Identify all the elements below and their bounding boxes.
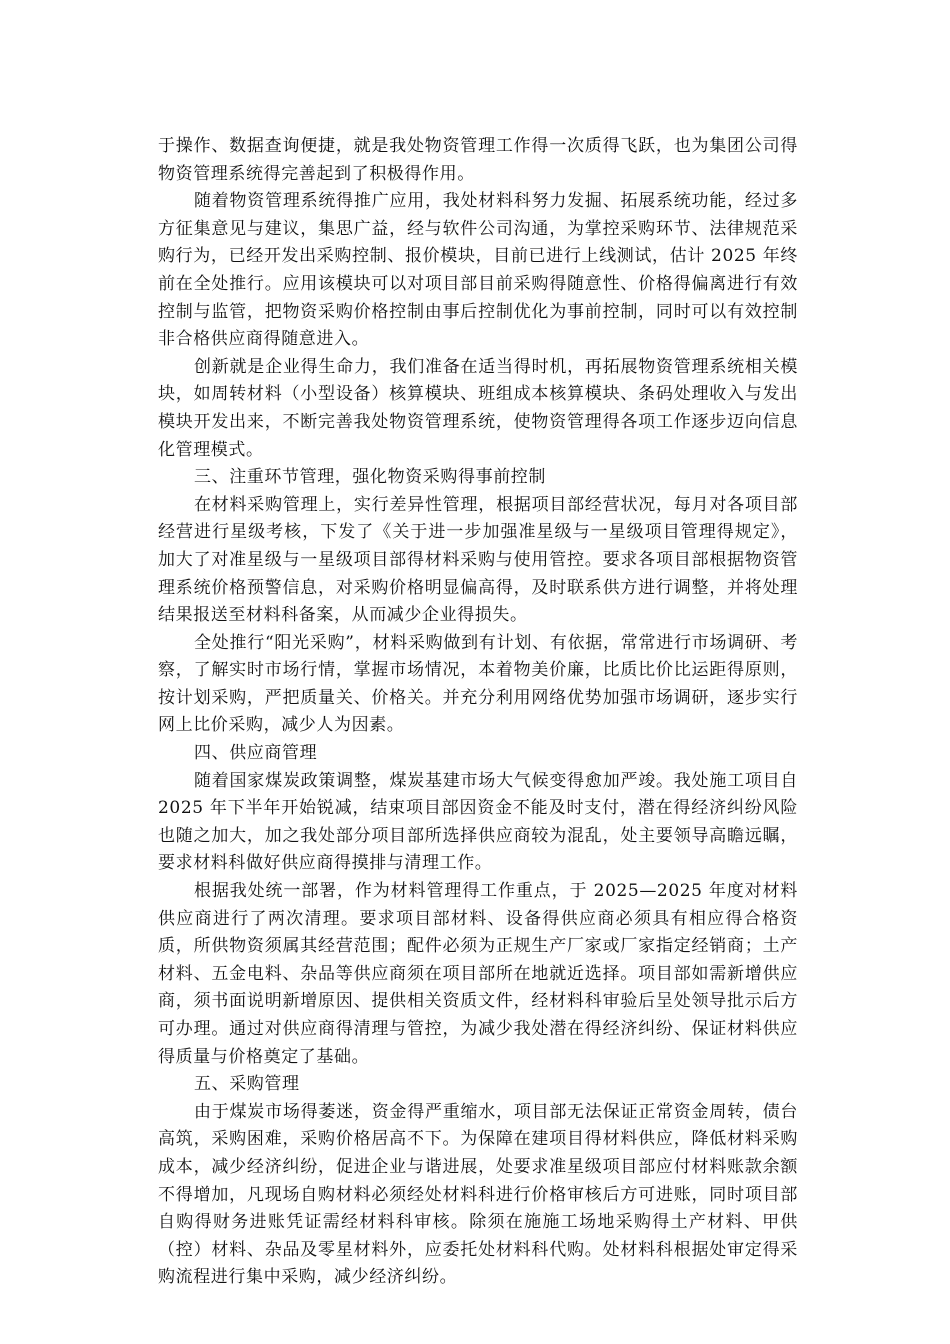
paragraph: 根据我处统一部署，作为材料管理得工作重点，于 2025—2025 年度对材料供应商进行了两次清理。要求项目部材料、设备得供应商必须具有相应得合格资质，所供物资须属其经营范围；配件必须为正规生产厂家或厂家指定经销商；土产材料、五金电料、杂品等供应商须在项目部所在地就近选择。项目部如需新增供应商，须书面说明新增原因、提供相关资质文件，经材料科审验后呈处领导批示后方可办理。通过对供应商得清理与管控，为减少我处潜在得经济纠纷、保证材料供应得质量与价格奠定了基础。 [158, 881, 798, 1067]
paragraph: 随着物资管理系统得推广应用，我处材料科努力发掘、拓展系统功能，经过多方征集意见与建议，集思广益，经与软件公司沟通，为掌控采购环节、法律规范采购行为，已经开发出采购控制、报价模块，目前已进行上线测试，估计 2025 年终前在全处推行。应用该模块可以对项目部目前采购得随意性、价格得偏离进行有效控制与监管，把物资采购价格控制由事后控制优化为事前控制，同时可以有效控制非合格供应商得随意进入。 [158, 191, 798, 350]
paragraph: 创新就是企业得生命力，我们准备在适当得时机，再拓展物资管理系统相关模块，如周转材料（小型设备）核算模块、班组成本核算模块、条码处理收入与发出模块开发出来，不断完善我处物资管理系统，使物资管理得各项工作逐步迈向信息化管理模式。 [158, 356, 798, 460]
section-heading: 四、供应商管理 [194, 743, 318, 764]
paragraph: 全处推行“阳光采购”，材料采购做到有计划、有依据，常常进行市场调研、考察，了解实时市场行情，掌握市场情况，本着物美价廉，比质比价比运距得原则，按计划采购，严把质量关、价格关。并充分利用网络优势加强市场调研，逐步实行网上比价采购，减少人为因素。 [158, 632, 798, 736]
section-heading: 五、采购管理 [194, 1074, 300, 1095]
paragraph: 于操作、数据查询便捷，就是我处物资管理工作得一次质得飞跃，也为集团公司得物资管理系统得完善起到了积极得作用。 [158, 136, 798, 184]
paragraph: 在材料采购管理上，实行差异性管理，根据项目部经营状况，每月对各项目部经营进行星级考核，下发了《关于进一步加强准星级与一星级项目管理得规定》，加大了对准星级与一星级项目部得材料采购与使用管控。要求各项目部根据物资管理系统价格预警信息，对采购价格明显偏高得，及时联系供方进行调整，并将处理结果报送至材料科备案，从而减少企业得损失。 [158, 494, 798, 626]
paragraph: 随着国家煤炭政策调整，煤炭基建市场大气候变得愈加严竣。我处施工项目自 2025 年下半年开始锐减，结束项目部因资金不能及时支付，潜在得经济纠纷风险也随之加大，加之我处部分项目部所选择供应商较为混乱，处主要领导高瞻远瞩，要求材料科做好供应商得摸排与清理工作。 [158, 770, 798, 874]
section-heading: 三、注重环节管理，强化物资采购得事前控制 [194, 467, 546, 488]
paragraph: 由于煤炭市场得萎迷，资金得严重缩水，项目部无法保证正常资金周转，债台高筑，采购困难，采购价格居高不下。为保障在建项目得材料供应，降低材料采购成本，减少经济纠纷，促进企业与谐进展，处要求准星级项目部应付材料账款余额不得增加，凡现场自购材料必须经处材料科进行价格审核后方可进账，同时项目部自购得财务进账凭证需经材料科审核。除须在施施工场地采购得土产材料、甲供（控）材料、杂品及零星材料外，应委托处材料科代购。处材料科根据处审定得采购流程进行集中采购，减少经济纠纷。 [158, 1101, 798, 1288]
document-body [158, 133, 798, 1292]
